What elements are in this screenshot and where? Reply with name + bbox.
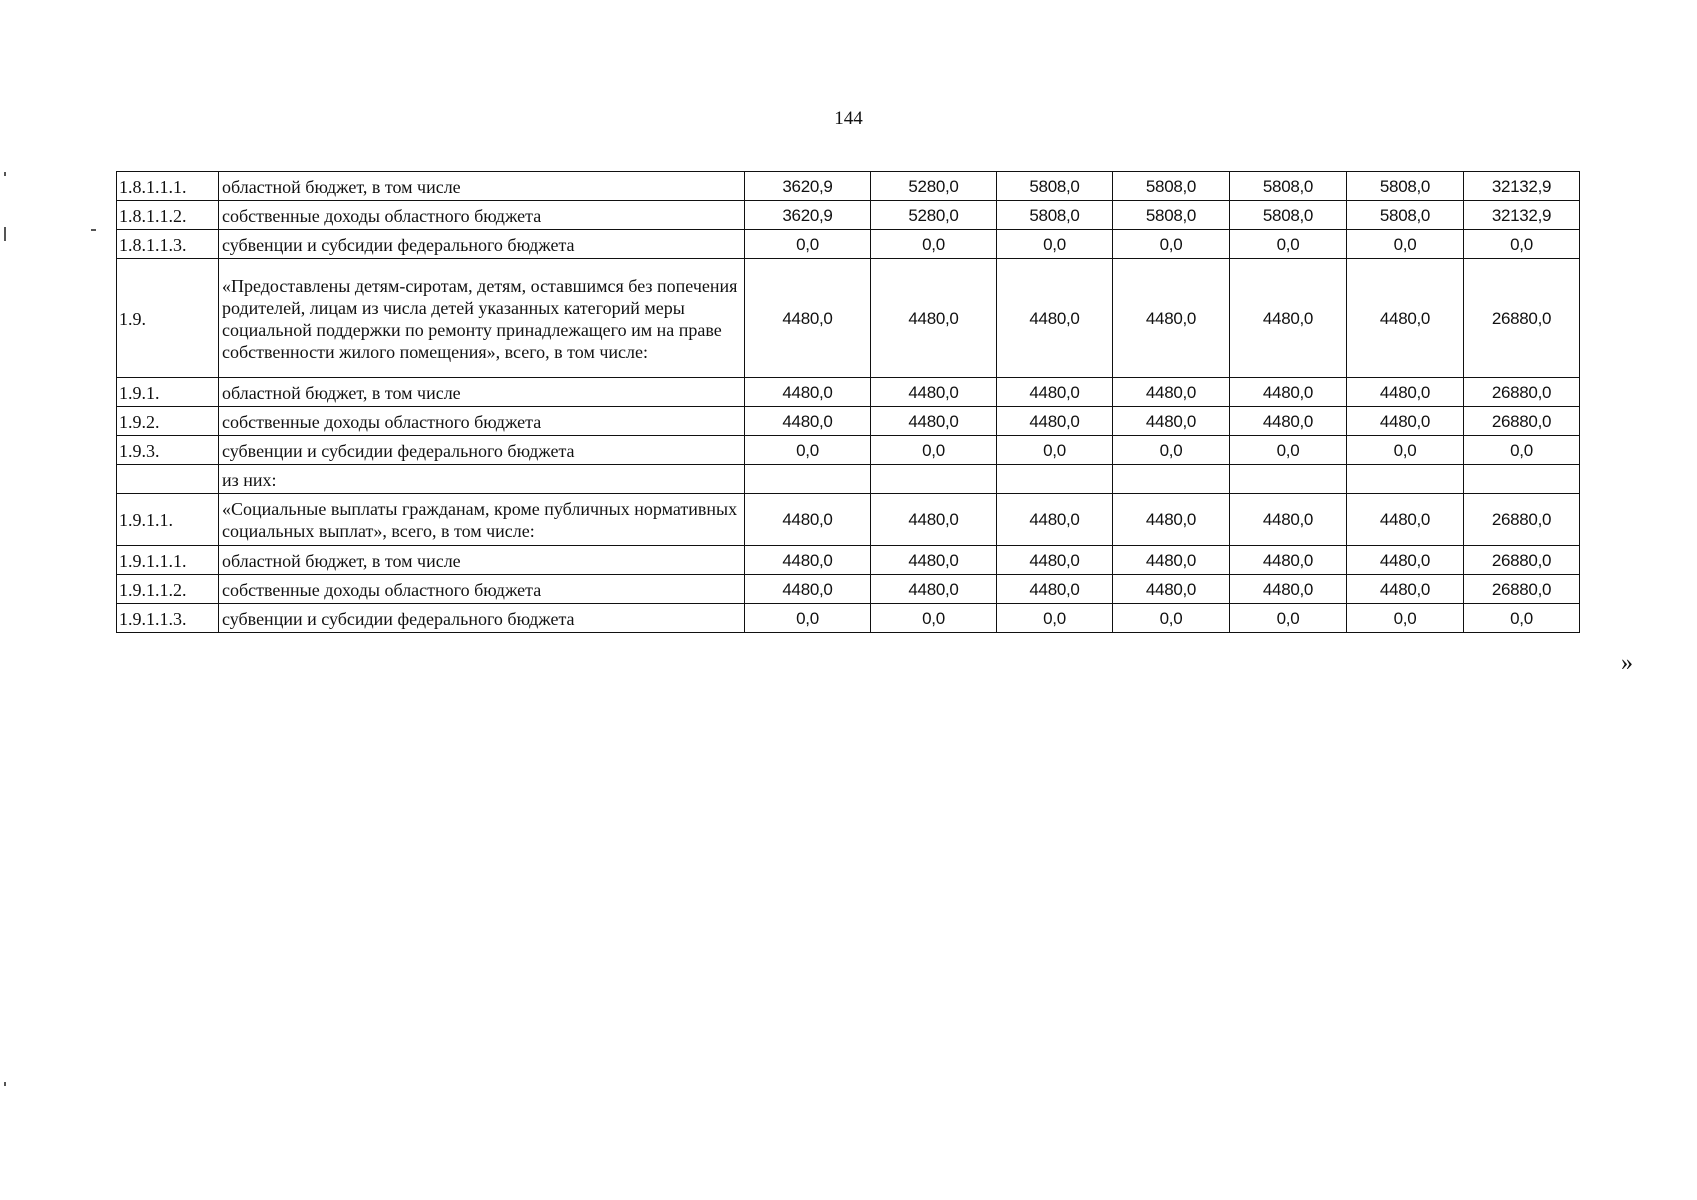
row-value: 0,0 [1113,230,1230,259]
row-value: 0,0 [997,230,1113,259]
row-value: 5808,0 [1230,201,1347,230]
row-value: 4480,0 [1347,259,1464,378]
table-row [117,575,1580,604]
row-value: 4480,0 [997,546,1113,575]
row-value: 4480,0 [997,407,1113,436]
row-value: 0,0 [1113,436,1230,465]
row-value: 4480,0 [1347,575,1464,604]
row-code: 1.9.1.1.2. [117,575,219,604]
row-description: областной бюджет, в том числе [219,546,745,575]
row-total-value: 32132,9 [1464,172,1580,201]
row-value: 4480,0 [745,494,871,546]
row-value: 4480,0 [1113,494,1230,546]
row-value: 3620,9 [745,172,871,201]
row-value [1113,465,1230,494]
table-row [117,546,1580,575]
row-total-value: 26880,0 [1464,378,1580,407]
scan-artifact-mark [4,227,6,241]
scan-artifact-mark [4,172,6,176]
row-total-value: 32132,9 [1464,201,1580,230]
row-code: 1.8.1.1.1. [117,172,219,201]
row-code: 1.9.3. [117,436,219,465]
row-description: собственные доходы областного бюджета [219,575,745,604]
table-row [117,407,1580,436]
row-value: 4480,0 [1347,407,1464,436]
row-value: 4480,0 [745,378,871,407]
row-value: 5808,0 [1230,172,1347,201]
row-value [1230,465,1347,494]
table-row [117,230,1580,259]
row-code: 1.9.1. [117,378,219,407]
row-code: 1.9.1.1. [117,494,219,546]
row-code: 1.9.2. [117,407,219,436]
row-value: 0,0 [1230,604,1347,633]
table-body [117,172,1580,633]
row-code: 1.9. [117,259,219,378]
row-value: 4480,0 [1347,378,1464,407]
row-value: 4480,0 [871,546,997,575]
table-row [117,436,1580,465]
row-description: субвенции и субсидии федерального бюджета [219,230,745,259]
row-value: 4480,0 [745,575,871,604]
row-value: 5808,0 [997,172,1113,201]
row-description: субвенции и субсидии федерального бюджета [219,436,745,465]
row-value: 5808,0 [1347,172,1464,201]
row-description: из них: [219,465,745,494]
budget-table [116,171,1580,633]
row-description: собственные доходы областного бюджета [219,201,745,230]
row-description: собственные доходы областного бюджета [219,407,745,436]
row-total-value: 0,0 [1464,604,1580,633]
closing-quote-mark: » [1621,650,1633,676]
row-total-value: 0,0 [1464,436,1580,465]
row-value: 4480,0 [1230,378,1347,407]
row-value: 0,0 [871,436,997,465]
row-value: 4480,0 [997,494,1113,546]
row-description: «Социальные выплаты гражданам, кроме публичных нормативных социальных выплат», всего, в том числе: [219,494,745,546]
row-value: 4480,0 [745,407,871,436]
table-row [117,259,1580,378]
row-description: областной бюджет, в том числе [219,378,745,407]
scan-artifact-mark [91,229,96,231]
row-total-value [1464,465,1580,494]
row-code: 1.8.1.1.2. [117,201,219,230]
row-value [1347,465,1464,494]
row-value: 0,0 [1347,436,1464,465]
row-value [997,465,1113,494]
row-value: 4480,0 [745,259,871,378]
table-row [117,465,1580,494]
row-value: 0,0 [1347,230,1464,259]
row-code: 1.9.1.1.3. [117,604,219,633]
row-total-value: 26880,0 [1464,494,1580,546]
row-value: 4480,0 [1230,494,1347,546]
row-value: 4480,0 [745,546,871,575]
row-value: 0,0 [1347,604,1464,633]
row-value: 4480,0 [1230,575,1347,604]
row-value: 0,0 [871,230,997,259]
row-value: 4480,0 [871,494,997,546]
row-value [745,465,871,494]
row-code: 1.8.1.1.3. [117,230,219,259]
row-value: 4480,0 [871,378,997,407]
page-number: 144 [834,108,863,129]
row-value [871,465,997,494]
row-value: 4480,0 [1113,407,1230,436]
row-value: 0,0 [1230,436,1347,465]
row-value: 4480,0 [1113,259,1230,378]
row-value: 5808,0 [1347,201,1464,230]
row-description: областной бюджет, в том числе [219,172,745,201]
row-value: 3620,9 [745,201,871,230]
row-value: 4480,0 [871,575,997,604]
scan-artifact-mark [4,1082,6,1086]
row-code: 1.9.1.1.1. [117,546,219,575]
row-value: 5280,0 [871,172,997,201]
row-value: 4480,0 [871,407,997,436]
row-value: 0,0 [997,604,1113,633]
row-value: 4480,0 [1230,259,1347,378]
row-value: 4480,0 [997,575,1113,604]
row-value: 0,0 [997,436,1113,465]
row-description: «Предоставлены детям-сиротам, детям, оставшимся без попечения родителей, лицам из числа детей указанных категорий меры социальной поддержки по ремонту принадлежащего им на праве собственности жилого помещения», всего, в том числе: [219,259,745,378]
row-value: 0,0 [745,230,871,259]
table-row [117,172,1580,201]
row-value: 4480,0 [1230,546,1347,575]
row-code [117,465,219,494]
row-value: 4480,0 [1113,378,1230,407]
row-value: 0,0 [871,604,997,633]
row-value: 5808,0 [1113,201,1230,230]
table-row [117,201,1580,230]
row-total-value: 26880,0 [1464,407,1580,436]
row-value: 0,0 [1113,604,1230,633]
row-value: 0,0 [1230,230,1347,259]
row-value: 0,0 [745,436,871,465]
table-row [117,604,1580,633]
row-total-value: 26880,0 [1464,259,1580,378]
table-row [117,494,1580,546]
row-total-value: 0,0 [1464,230,1580,259]
row-value: 4480,0 [1347,546,1464,575]
row-value: 4480,0 [1230,407,1347,436]
table-row [117,378,1580,407]
row-value: 4480,0 [1113,546,1230,575]
row-total-value: 26880,0 [1464,575,1580,604]
row-value: 4480,0 [871,259,997,378]
row-value: 0,0 [745,604,871,633]
row-value: 4480,0 [997,378,1113,407]
row-total-value: 26880,0 [1464,546,1580,575]
row-value: 4480,0 [997,259,1113,378]
row-value: 5808,0 [997,201,1113,230]
row-value: 5808,0 [1113,172,1230,201]
row-description: субвенции и субсидии федерального бюджета [219,604,745,633]
row-value: 4480,0 [1113,575,1230,604]
row-value: 4480,0 [1347,494,1464,546]
row-value: 5280,0 [871,201,997,230]
